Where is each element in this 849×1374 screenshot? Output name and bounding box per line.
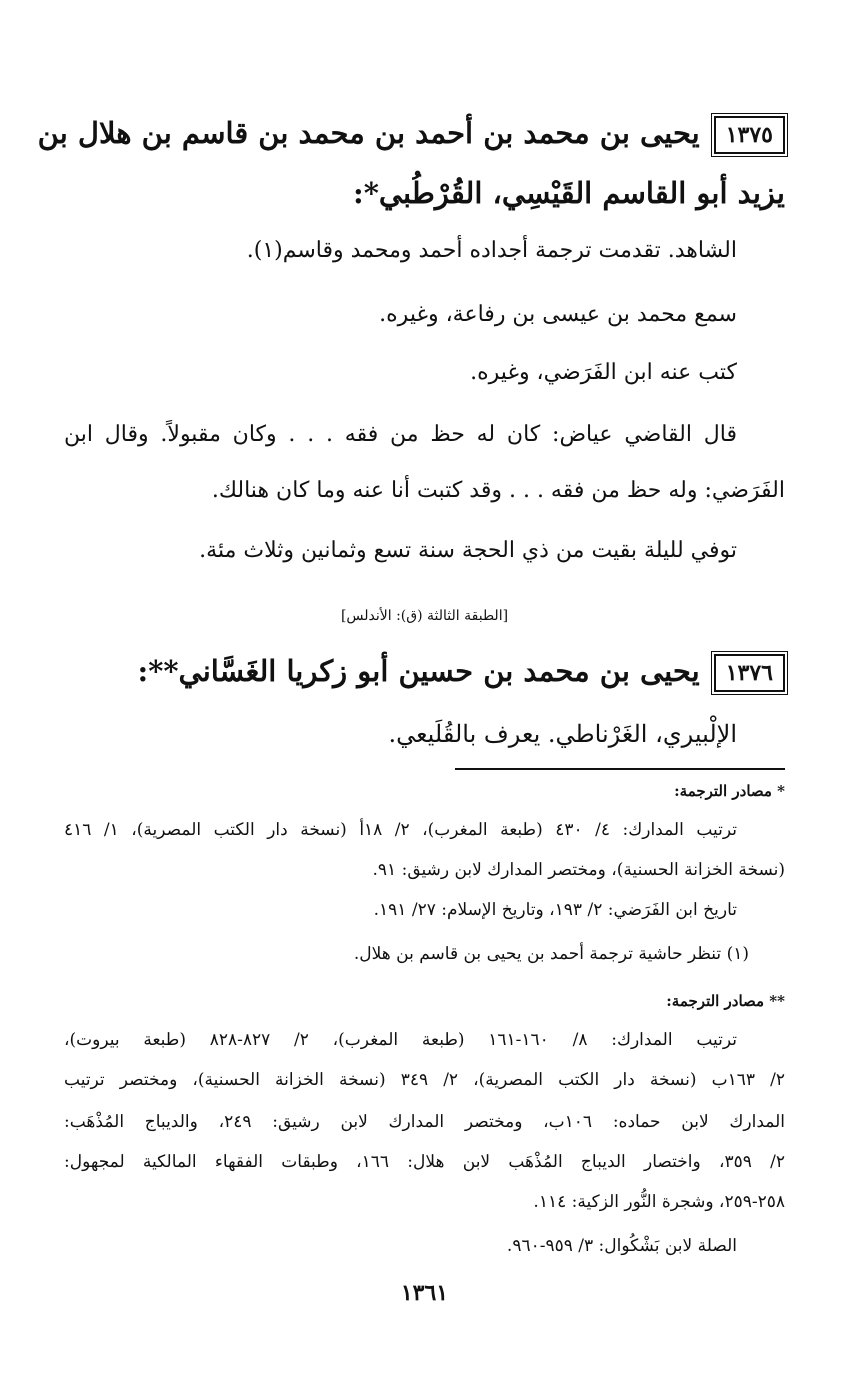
layer-note: [الطبقة الثالثة (ق): الأندلس]	[340, 608, 509, 624]
footnote-line: تاريخ ابن الفَرَضي: ٢/ ١٩٣، وتاريخ الإسلام: ٢٧/ ١٩١.	[373, 900, 737, 920]
entry-heading-line-1: يحيى بن محمد بن أحمد بن محمد بن قاسم بن هلال بن	[37, 116, 700, 150]
footnote-sources-1-heading: * مصادر الترجمة:	[674, 782, 785, 800]
footnote-line: المدارك لابن حماده: ١٠٦ب، ومختصر المدارك لابن رشيق: ٢٤٩، والديباج المُذْهَب:	[64, 1112, 785, 1132]
footnote-line: ٢/ ٣٥٩، واختصار الديباج المُذْهَب لابن هلال: ١٦٦، وطبقات الفقهاء المالكية لمجهول:	[64, 1152, 785, 1172]
footnote-sources-2-heading: ** مصادر الترجمة:	[666, 992, 785, 1010]
paragraph-quote-line-2: الفَرَضي: وله حظ من فقه . . . وقد كتبت أنا عنه وما كان هنالك.	[211, 478, 785, 503]
paragraph-quote-line-1: قال القاضي عياض: كان له حظ من فقه . . . وكان مقبولاً. وقال ابن	[64, 422, 737, 447]
paragraph-witness: الشاهد. تقدمت ترجمة أجداده أحمد ومحمد وقاسم(١).	[246, 238, 737, 263]
footnote-line: (١) تنظر حاشية ترجمة أحمد بن يحيى بن قاسم بن هلال.	[353, 944, 749, 964]
entry-number-box: ١٣٧٥	[714, 116, 785, 154]
entry-1376-line: الإلْبيري، الغَرْناطي. يعرف بالقُلَيعي.	[388, 720, 737, 748]
paragraph-heard: سمع محمد بن عيسى بن رفاعة، وغيره.	[379, 302, 737, 327]
footnote-line: (نسخة الخزانة الحسنية)، ومختصر المدارك لابن رشيق: ٩١.	[372, 860, 785, 880]
footnote-line: ترتيب المدارك: ٨/ ١٦٠-١٦١ (طبعة المغرب)، ٢/ ٨٢٧-٨٢٨ (طبعة بيروت)،	[64, 1030, 737, 1050]
paragraph-wrote-from: كتب عنه ابن الفَرَضي، وغيره.	[470, 360, 737, 385]
footnote-line: ٢/ ١٦٣ب (نسخة دار الكتب المصرية)، ٢/ ٣٤٩ (نسخة الخزانة الحسنية)، ومختصر ترتيب	[64, 1070, 785, 1090]
entry-1376-heading	[64, 654, 785, 692]
page-number: ١٣٦١	[400, 1280, 449, 1306]
entry-number-box: ١٣٧٦	[714, 654, 785, 692]
paragraph-death: توفي لليلة بقيت من ذي الحجة سنة تسع وثمانين وثلاث مئة.	[199, 538, 737, 563]
entry-heading-line-2: يزيد أبو القاسم القَيْسِي، القُرْطُبي*:	[352, 176, 785, 210]
footnote-separator	[455, 768, 785, 770]
footnote-line: الصلة لابن بَشْكُوال: ٣/ ٩٥٩-٩٦٠.	[506, 1236, 737, 1256]
footnote-line: ترتيب المدارك: ٤/ ٤٣٠ (طبعة المغرب)، ٢/ ١٨أ (نسخة دار الكتب المصرية)، ١/ ٤١٦	[64, 820, 738, 840]
entry-heading: يحيى بن محمد بن حسين أبو زكريا الغَسَّاني**:	[137, 654, 700, 688]
entry-1375-heading	[37, 116, 785, 154]
footnote-line: ٢٥٨-٢٥٩، وشجرة النُّور الزكية: ١١٤.	[533, 1192, 785, 1212]
